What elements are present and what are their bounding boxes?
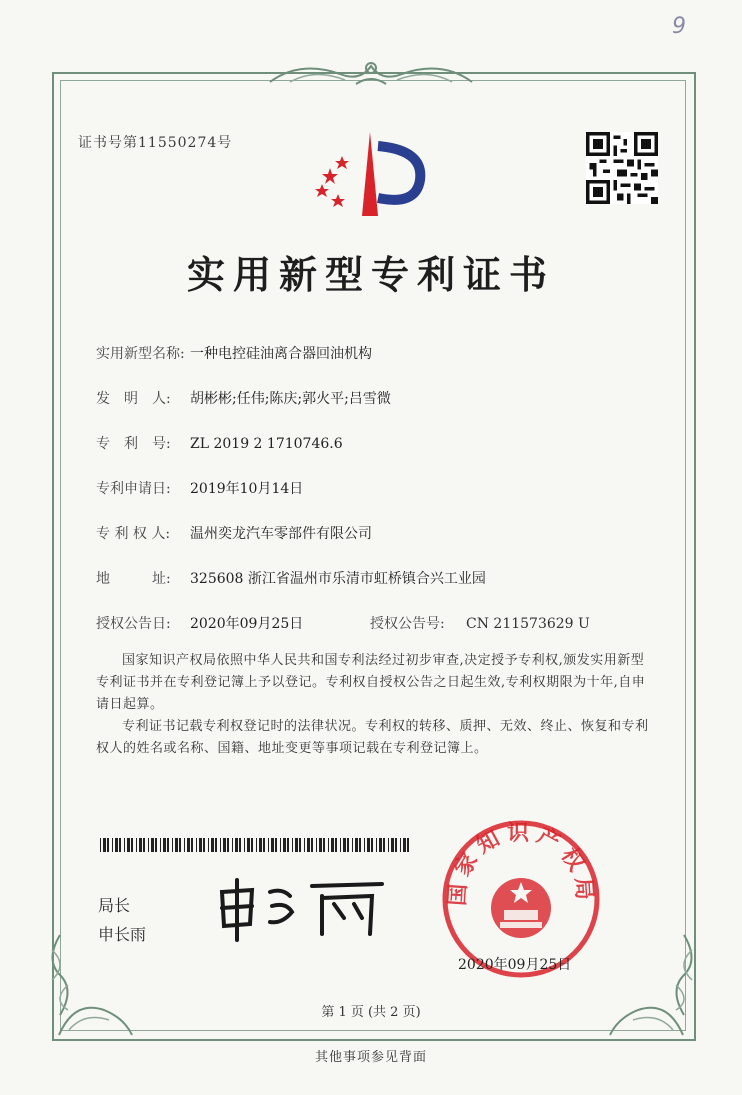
- statement-paragraph-2: 专利证书记载专利权登记时的法律状况。专利权的转移、质押、无效、终止、恢复和专利权人的姓名或名称、国籍、地址变更等事项记载在专利登记簿上。: [96, 719, 649, 756]
- seal-text: 国家知识产权局: [445, 820, 597, 907]
- field-value: 温州奕龙汽车零部件有限公司: [190, 526, 372, 542]
- barcode-icon: [100, 838, 412, 852]
- field-grant-number: [370, 613, 590, 633]
- field-label: 专 利 号:: [96, 436, 171, 452]
- field-patentee: [96, 523, 372, 543]
- field-label: 专 利 权 人:: [96, 526, 171, 542]
- statement-paragraph-1: 国家知识产权局依照中华人民共和国专利法经过初步审查,决定授予专利权,颁发实用新型专利证书并在专利登记簿上予以登记。专利权自授权公告之日起生效,专利权期限为十年,自申请日起算。: [96, 653, 646, 712]
- director-title: 局长: [98, 896, 131, 915]
- field-value: 一种电控硅油离合器回油机构: [190, 346, 372, 362]
- field-inventors: [96, 388, 391, 408]
- field-patent-number: [96, 433, 343, 453]
- patent-office-logo-icon: [312, 128, 428, 220]
- page-count: 第 1 页 (共 2 页): [321, 1005, 421, 1020]
- field-value: 325608 浙江省温州市乐清市虹桥镇合兴工业园: [190, 571, 486, 587]
- field-value: 2019年10月14日: [190, 481, 304, 497]
- field-value: 胡彬彬;任伟;陈庆;郭火平;吕雪微: [190, 391, 391, 407]
- certificate-number: 证书号第11550274号: [78, 135, 233, 151]
- field-address: [96, 568, 486, 588]
- field-label: 授权公告日:: [96, 616, 171, 632]
- director-signature-icon: [212, 872, 392, 942]
- director-name: 申长雨: [98, 925, 147, 944]
- field-label: 授权公告号:: [370, 616, 445, 632]
- field-label: 专利申请日:: [96, 481, 171, 497]
- field-value: ZL 2019 2 1710746.6: [190, 436, 343, 452]
- field-utility-model-name: [96, 343, 372, 363]
- issue-date: 2020年09月25日: [458, 957, 572, 973]
- field-label: 实用新型名称:: [96, 346, 185, 362]
- field-label: 地 址:: [96, 571, 171, 587]
- field-label: 发 明 人:: [96, 391, 171, 407]
- field-grant-date: [96, 613, 303, 633]
- top-ornament-icon: [260, 56, 482, 90]
- field-value: CN 211573629 U: [466, 616, 590, 632]
- footer-note: 其他事项参见背面: [314, 1050, 427, 1065]
- handwritten-page-number: 9: [672, 14, 686, 39]
- field-value: 2020年09月25日: [190, 616, 304, 632]
- qr-code-icon: [586, 132, 658, 204]
- certificate-title: 实用新型专利证书: [186, 253, 555, 297]
- field-filing-date: [96, 478, 303, 498]
